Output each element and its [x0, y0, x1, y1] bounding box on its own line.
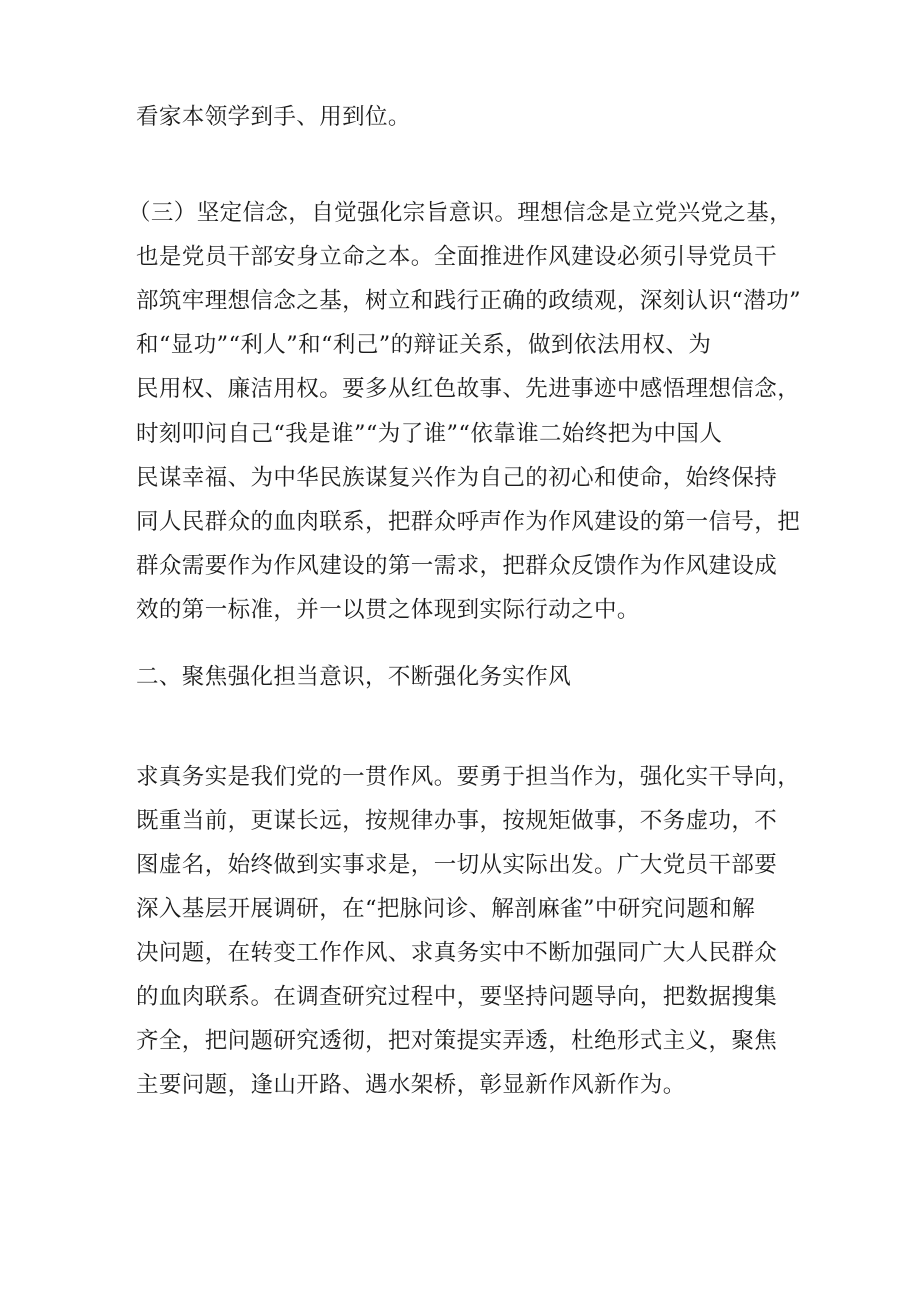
paragraph-line: 齐全，把问题研究透彻，把对策提实弄透，杜绝形式主义，聚焦: [136, 1028, 778, 1054]
paragraph-line: 群众需要作为作风建设的第一需求，把群众反馈作为作风建设成: [136, 553, 778, 579]
section-three-heading-line: （三）坚定信念，自觉强化宗旨意识。理想信念是立党兴党之基，: [128, 200, 793, 226]
paragraph-line: 民用权、廉洁用权。要多从红色故事、先进事迹中感悟理想信念，: [136, 376, 801, 402]
paragraph-line: 主要问题，逢山开路、遇水架桥，彰显新作风新作为。: [136, 1072, 686, 1098]
section-two-heading: 二、聚焦强化担当意识，不断强化务实作风: [136, 664, 572, 690]
paragraph-line: 深入基层开展调研，在“把脉问诊、解剖麻雀”中研究问题和解: [136, 896, 756, 922]
paragraph-line: 求真务实是我们党的一贯作风。要勇于担当作为，强化实干导向，: [136, 764, 801, 790]
paragraph-line: 民谋幸福、为中华民族谋复兴作为自己的初心和使命，始终保持: [136, 465, 778, 491]
paragraph-line: 效的第一标准，并一以贯之体现到实际行动之中。: [136, 597, 640, 623]
paragraph-line: 图虚名，始终做到实事求是，一切从实际出发。广大党员干部要: [136, 852, 778, 878]
paragraph-line: 的血肉联系。在调查研究过程中，要坚持问题导向，把数据搜集: [136, 984, 778, 1010]
paragraph-line: 部筑牢理想信念之基，树立和践行正确的政绩观，深刻认识“潜功”: [136, 288, 802, 314]
paragraph-line: 既重当前，更谋长远，按规律办事，按规矩做事，不务虚功，不: [136, 808, 778, 834]
paragraph-line: 同人民群众的血肉联系，把群众呼声作为作风建设的第一信号，把: [136, 509, 801, 535]
paragraph-line: 也是党员干部安身立命之本。全面推进作风建设必须引导党员干: [136, 244, 778, 270]
paragraph-line: 和“显功”“利人”和“利己”的辩证关系，做到依法用权、为: [136, 332, 712, 358]
paragraph-line: 时刻叩问自己“我是谁”“为了谁”“依靠谁二始终把为中国人: [136, 421, 723, 447]
paragraph-line: 决问题，在转变工作作风、求真务实中不断加强同广大人民群众: [136, 940, 778, 966]
paragraph-line: 看家本领学到手、用到位。: [136, 104, 411, 130]
